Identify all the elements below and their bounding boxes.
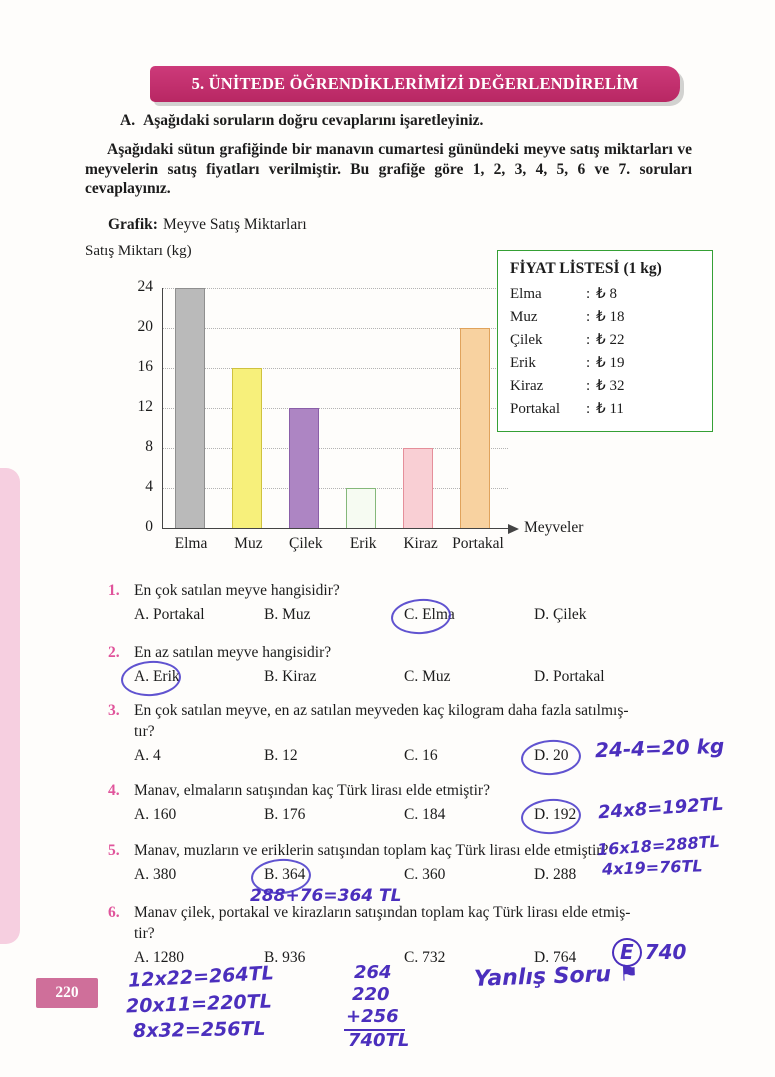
fruit-price: ₺ 11 <box>596 401 624 417</box>
question-number: 1. <box>108 582 120 599</box>
question-text: En az satılan meyve hangisidir? <box>134 644 332 661</box>
section-a-instruction <box>120 112 483 130</box>
section-text: Aşağıdaki soruların doğru cevaplarını işaretleyiniz. <box>143 112 484 129</box>
category-label: Portakal <box>452 535 504 552</box>
question-number: 5. <box>108 842 120 859</box>
handwriting-calc-portakal: 20x11=220TL <box>125 990 273 1018</box>
chart-caption-text: Meyve Satış Miktarları <box>162 216 307 233</box>
handwriting-q3-calc: 24-4=20 kg <box>594 733 725 763</box>
handwriting-sum-line3: +256 <box>344 1006 405 1031</box>
option-d: D. 288 <box>534 866 577 883</box>
separator: : <box>586 286 591 302</box>
option-b: B. 176 <box>264 806 306 823</box>
fruit-name: Muz <box>510 309 538 325</box>
handwriting-wrong-question-note <box>474 961 639 992</box>
plot-area <box>137 278 584 552</box>
price-row <box>510 329 700 352</box>
fruit-price: ₺ 19 <box>596 355 625 371</box>
x-axis-label: Meyveler <box>524 519 584 536</box>
option-c: C. Muz <box>404 668 451 685</box>
y-tick: 24 <box>137 278 153 295</box>
y-tick: 0 <box>145 518 153 535</box>
question-text: En çok satılan meyve hangisidir? <box>134 582 340 599</box>
page-number-badge: 220 <box>36 978 98 1008</box>
question-text: Manav, muzların ve eriklerin satışından toplam kaç Türk lirası elde etmiştir? <box>134 842 609 859</box>
option-b: B. 936 <box>264 949 306 966</box>
separator: : <box>586 401 591 417</box>
option-d: D. Portakal <box>534 668 605 685</box>
fruit-name: Çilek <box>510 332 543 348</box>
separator: : <box>586 378 591 394</box>
option-b: B. Kiraz <box>264 668 317 685</box>
y-axis-label: Satış Miktarı (kg) <box>85 243 192 259</box>
handwriting-q4-calc: 24x8=192TL <box>597 793 725 824</box>
bar-chart <box>85 238 584 568</box>
question-number: 3. <box>108 702 120 719</box>
chart-caption <box>108 216 307 234</box>
answer-ink-circle <box>520 797 582 836</box>
option-d: D. 764 <box>534 949 577 966</box>
option-b: B. 12 <box>264 747 298 764</box>
fruit-name: Portakal <box>510 401 560 417</box>
question-number: 6. <box>108 904 120 921</box>
price-row <box>510 352 700 375</box>
options-row <box>134 605 708 627</box>
separator: : <box>586 332 591 348</box>
option-c: C. 184 <box>404 806 446 823</box>
price-row <box>510 306 700 329</box>
unit-header-banner: 5. ÜNİTEDE ÖĞRENDİKLERİMİZİ DEĞERLENDİRELİM <box>150 66 680 102</box>
question-2 <box>108 643 708 689</box>
category-label: Kiraz <box>403 535 438 552</box>
answer-ink-circle <box>390 597 452 636</box>
x-axis-arrow-icon <box>508 524 519 534</box>
option-d: D. Çilek <box>534 606 587 623</box>
handwriting-q5-sum: 288+76=364 TL <box>250 886 402 906</box>
chart-bar-portakal <box>460 328 490 528</box>
option-a: A. 4 <box>134 747 161 764</box>
fruit-price: ₺ 32 <box>596 378 625 394</box>
price-row <box>510 283 700 306</box>
handwriting-sum-line1: 264 <box>354 962 392 983</box>
price-list <box>497 250 713 432</box>
category-label: Elma <box>174 535 208 552</box>
y-tick: 8 <box>145 438 153 455</box>
question-text-line2: tir? <box>134 925 155 942</box>
option-c: C. 732 <box>404 949 446 966</box>
handwriting-calc-cilek: 12x22=264TL <box>127 962 275 992</box>
handwriting-sum-line2: 220 <box>352 984 390 1005</box>
fruit-name: Erik <box>510 355 536 371</box>
option-d: D. 192 <box>534 806 577 823</box>
y-tick: 4 <box>145 478 153 495</box>
flag-icon: ⚑ <box>618 961 639 987</box>
chart-caption-label: Grafik: <box>108 216 158 233</box>
answer-ink-circle <box>120 659 182 698</box>
fruit-price: ₺ 18 <box>596 309 625 325</box>
question-text: Manav çilek, portakal ve kirazların satışından toplam kaç Türk lirası elde etmiş- <box>134 904 631 921</box>
option-c: C. 16 <box>404 747 438 764</box>
fruit-name: Kiraz <box>510 378 544 394</box>
section-label: A. <box>120 112 136 129</box>
y-tick: 20 <box>137 318 153 335</box>
y-tick: 16 <box>137 358 153 375</box>
separator: : <box>586 355 591 371</box>
answer-ink-circle <box>520 738 582 777</box>
chart-bar-kiraz <box>403 448 433 528</box>
question-number: 4. <box>108 782 120 799</box>
category-label: Muz <box>234 535 263 552</box>
option-a: A. Portakal <box>134 606 205 623</box>
fruit-name: Elma <box>510 286 542 302</box>
chart-bar-elma <box>175 288 205 528</box>
option-a: A. 1280 <box>134 949 184 966</box>
option-c: C. 360 <box>404 866 446 883</box>
option-a: A. Erik <box>134 668 180 685</box>
note-text: Yanlış Soru <box>473 962 612 992</box>
category-label: Çilek <box>288 535 323 552</box>
question-text: Manav, elmaların satışından kaç Türk lirası elde etmiştir? <box>134 782 490 799</box>
option-b: B. Muz <box>264 606 311 623</box>
option-d: D. 20 <box>534 747 569 764</box>
handwriting-sum-total: 740TL <box>348 1030 410 1051</box>
price-row <box>510 398 700 421</box>
fruit-price: ₺ 22 <box>596 332 625 348</box>
bars-group <box>163 288 508 528</box>
handwriting-q5-calc1: 16x18=288TL <box>596 831 721 860</box>
separator: : <box>586 309 591 325</box>
chart-bar-cilek <box>289 408 319 528</box>
price-row <box>510 375 700 398</box>
side-tab <box>0 468 20 944</box>
question-number: 2. <box>108 644 120 661</box>
price-list-title: FİYAT LİSTESİ (1 kg) <box>510 260 662 277</box>
option-a: A. 160 <box>134 806 177 823</box>
option-c: C. Elma <box>404 606 455 623</box>
chart-bar-erik <box>346 488 376 528</box>
question-1 <box>108 581 708 627</box>
y-tick: 12 <box>137 398 153 415</box>
intro-paragraph: Aşağıdaki sütun grafiğinde bir manavın cumartesi günündeki meyve satış miktarları ve meyvelerin satış fiyatları verilmiştir. Bu grafiğe göre 1, 2, 3, 4, 5, 6 ve 7. soruları cevaplayınız. <box>85 141 692 197</box>
category-label: Erik <box>349 535 377 552</box>
question-text: En çok satılan meyve, en az satılan meyveden kaç kilogram daha fazla satılmış- <box>134 702 629 719</box>
fruit-price: ₺ 8 <box>596 286 617 302</box>
options-row <box>134 667 708 689</box>
question-text-line2: tır? <box>134 723 155 740</box>
category-labels <box>163 535 508 553</box>
handwriting-circled-letter: E <box>612 938 642 967</box>
handwriting-q6-value: 740 <box>644 940 687 964</box>
handwriting-calc-kiraz: 8x32=256TL <box>132 1017 266 1043</box>
option-a: A. 380 <box>134 866 177 883</box>
chart-bar-muz <box>232 368 262 528</box>
handwriting-q5-calc2: 4x19=76TL <box>601 856 703 879</box>
option-b: B. 364 <box>264 866 306 883</box>
